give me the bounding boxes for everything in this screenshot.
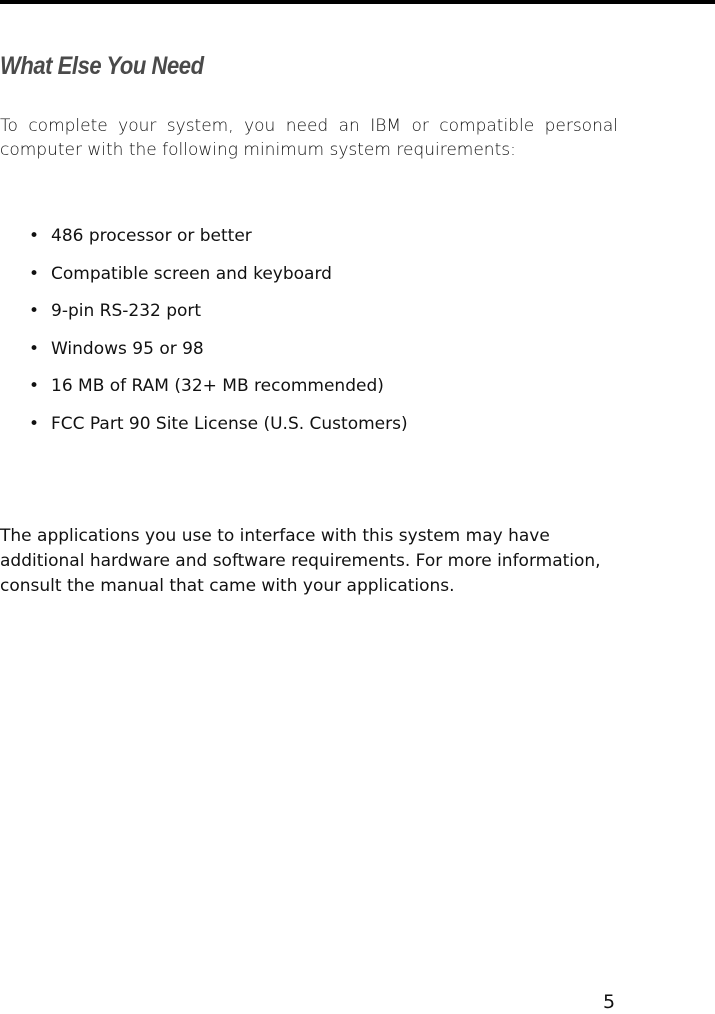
intro-paragraph: To complete your system, you need an IBM or compatible personal computer with the following minimum system requirements: bbox=[0, 116, 618, 160]
list-item bbox=[0, 299, 408, 337]
outro-paragraph: The applications you use to interface with this system may have additional hardware and software requirements. For more information, consult the manual that came with your applications. bbox=[0, 526, 601, 596]
bullet-icon: • bbox=[28, 226, 40, 246]
bullet-icon: • bbox=[28, 338, 40, 359]
list-item bbox=[0, 412, 408, 450]
requirement-text: Windows 95 or 98 bbox=[51, 338, 204, 359]
list-item bbox=[0, 337, 408, 375]
requirement-text: 16 MB of RAM (32+ MB recommended) bbox=[51, 376, 384, 396]
requirement-text: Compatible screen and keyboard bbox=[51, 263, 332, 284]
requirements-list bbox=[0, 224, 408, 449]
list-item bbox=[0, 262, 408, 300]
page-number: 5 bbox=[603, 991, 616, 1013]
list-item bbox=[0, 224, 408, 262]
bullet-icon: • bbox=[28, 301, 40, 321]
bullet-icon: • bbox=[28, 263, 40, 284]
requirement-text: FCC Part 90 Site License (U.S. Customers) bbox=[51, 413, 408, 434]
page-heading: What Else You Need bbox=[0, 52, 204, 80]
requirement-text: 486 processor or better bbox=[51, 226, 252, 246]
list-item bbox=[0, 374, 408, 412]
top-rule bbox=[0, 0, 715, 4]
bullet-icon: • bbox=[28, 376, 40, 396]
requirement-text: 9-pin RS-232 port bbox=[51, 301, 202, 321]
bullet-icon: • bbox=[28, 413, 40, 434]
